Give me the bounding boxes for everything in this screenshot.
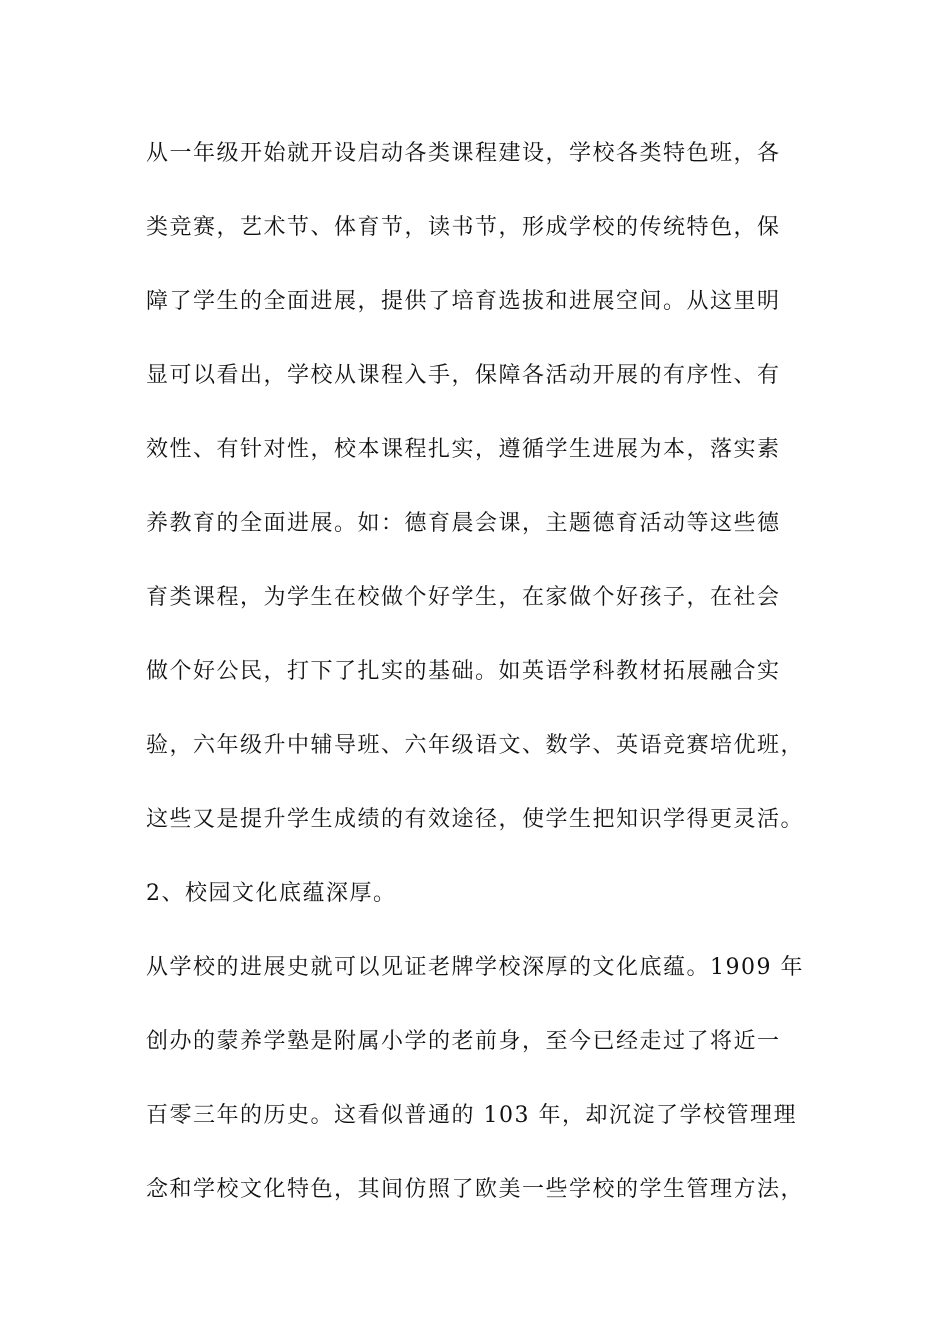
text-line: 养教育的全面进展。如：德育晨会课，主题德育活动等这些德 [146,511,781,536]
text-line: 创办的蒙养学塾是附属小学的老前身，至今已经走过了将近一 [146,1029,781,1054]
text-line: 百零三年的历史。这看似普通的 103 年，却沉淀了学校管理理 [146,1103,797,1128]
text-line: 这些又是提升学生成绩的有效途径，使学生把知识学得更灵活。 [146,807,805,832]
text-line: 从一年级开始就开设启动各类课程建设，学校各类特色班，各 [146,141,781,166]
text-line: 育类课程，为学生在校做个好学生，在家做个好孩子，在社会 [146,585,781,610]
text-line: 念和学校文化特色，其间仿照了欧美一些学校的学生管理方法， [146,1177,805,1202]
text-line: 显可以看出，学校从课程入手，保障各活动开展的有序性、有 [146,363,781,388]
text-line: 从学校的进展史就可以见证老牌学校深厚的文化底蕴。1909 年 [146,955,804,980]
text-line: 验，六年级升中辅导班、六年级语文、数学、英语竞赛培优班， [146,733,805,758]
text-line: 做个好公民，打下了扎实的基础。如英语学科教材拓展融合实 [146,659,781,684]
body-text [146,130,826,1240]
text-line: 类竞赛，艺术节、体育节，读书节，形成学校的传统特色，保 [146,215,781,240]
section-heading: 2、校园文化底蕴深厚。 [146,881,397,906]
text-line: 效性、有针对性，校本课程扎实，遵循学生进展为本，落实素 [146,437,781,462]
text-line: 障了学生的全面进展，提供了培育选拔和进展空间。从这里明 [146,289,781,314]
